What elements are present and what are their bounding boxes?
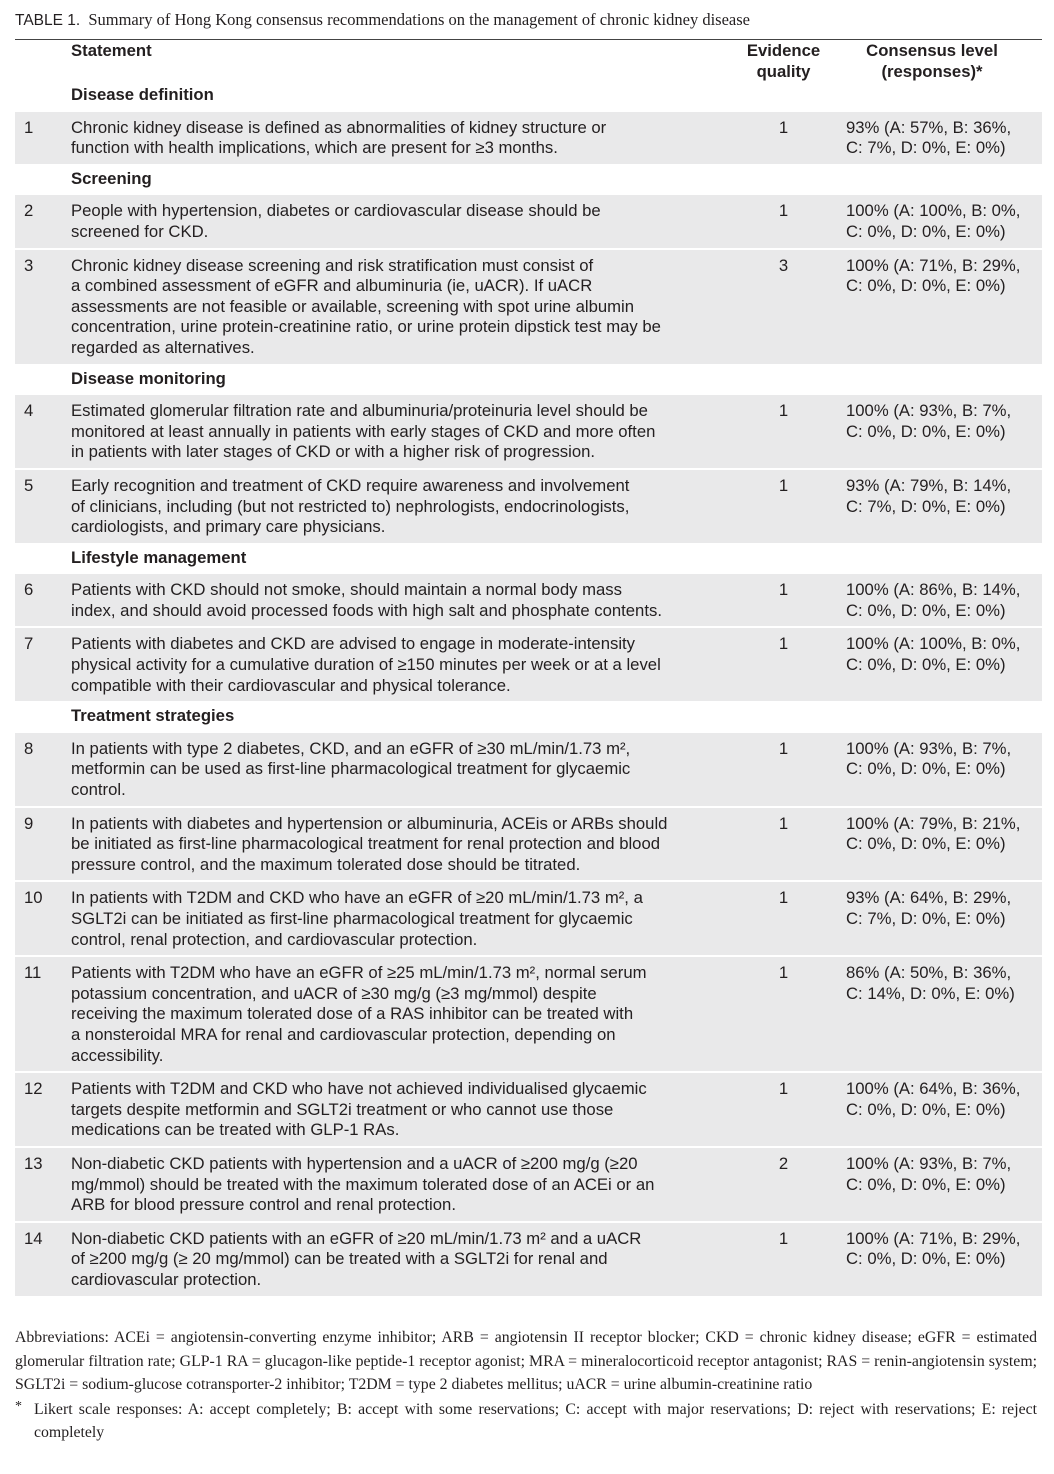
section-spacer-cell: [15, 365, 71, 396]
header-statement: Statement: [71, 41, 152, 60]
statement-line: accessibility.: [71, 1045, 164, 1065]
consensus-line: 93% (A: 79%, B: 14%,: [846, 475, 1012, 495]
evidence-quality: 3: [745, 249, 822, 365]
consensus-line: 93% (A: 57%, B: 36%,: [846, 117, 1012, 137]
statement-line: Early recognition and treatment of CKD require awareness and involvement: [71, 475, 630, 495]
statement-text: [71, 395, 745, 469]
section-row: [15, 365, 1042, 396]
statement-text: [71, 469, 745, 544]
consensus-line: 100% (A: 100%, B: 0%,: [846, 201, 1021, 221]
statement-line: SGLT2i can be initiated as first-line pharmacological treatment for glycaemic: [71, 909, 633, 928]
consensus-line: C: 0%, D: 0%, E: 0%): [846, 759, 1006, 779]
section-row: [15, 82, 1042, 112]
header-evidence-quality: [745, 40, 822, 83]
table-footnotes: [15, 1326, 1037, 1445]
table-row: [15, 112, 1042, 165]
consensus-line: C: 0%, D: 0%, E: 0%): [846, 1249, 1006, 1269]
statement-number: 9: [15, 807, 71, 882]
consensus-level: [822, 195, 1042, 248]
section-row: [15, 544, 1042, 575]
statement-line: monitored at least annually in patients with early stages of CKD and more often: [71, 421, 656, 441]
statement-line: Estimated glomerular filtration rate and albuminuria/proteinuria level should be: [71, 401, 648, 421]
evidence-quality: 1: [745, 1072, 822, 1147]
statement-text: [71, 807, 745, 882]
statement-line: potassium concentration, and uACR of ≥30 mg/g (≥3 mg/mmol) despite: [71, 983, 597, 1003]
statement-text: [71, 881, 745, 956]
asterisk-mark: *: [15, 1398, 22, 1414]
statement-line: Patients with diabetes and CKD are advised to engage in moderate-intensity: [71, 634, 636, 654]
table-row: [15, 195, 1042, 248]
section-title: Treatment strategies: [71, 702, 1042, 733]
section-title: Lifestyle management: [71, 544, 1042, 575]
statement-line: index, and should avoid processed foods with high salt and phosphate contents.: [71, 600, 662, 620]
consensus-line: 100% (A: 93%, B: 7%,: [846, 401, 1012, 421]
consensus-line: C: 0%, D: 0%, E: 0%): [846, 1099, 1006, 1119]
section-row: [15, 165, 1042, 196]
consensus-line: C: 0%, D: 0%, E: 0%): [846, 600, 1006, 620]
table-row: [15, 1147, 1042, 1222]
evidence-quality: 1: [745, 956, 822, 1072]
consensus-line: C: 0%, D: 0%, E: 0%): [846, 276, 1006, 296]
abbreviations-note: Abbreviations: ACEi = angiotensin-converting enzyme inhibitor; ARB = angiotensin II receptor blocker; CKD = chronic kidney disease; eGFR = estimated glomerular filtration rate; GLP-1 RA = glucagon-like peptide-1 receptor agonist; MRA = mineralocorticoid receptor antagonist; RAS = renin-angiotensin system; SGLT2i = sodium-glucose cotransporter-2 inhibitor; T2DM = type 2 diabetes mellitus; uACR = urine albumin-creatinine ratio: [15, 1329, 1037, 1394]
consensus-line: C: 0%, D: 0%, E: 0%): [846, 1174, 1006, 1194]
statement-line: People with hypertension, diabetes or cardiovascular disease should be: [71, 201, 601, 221]
likert-text: Likert scale responses: A: accept completely; B: accept with some reservations; C: accept with major reservations; D: reject with reservations; E: reject completely: [34, 1400, 1037, 1442]
statement-line: receiving the maximum tolerated dose of a RAS inhibitor can be treated with: [71, 1004, 634, 1024]
table-row: [15, 807, 1042, 882]
evidence-quality: 1: [745, 733, 822, 807]
consensus-line: C: 0%, D: 0%, E: 0%): [846, 834, 1006, 854]
statement-number: 2: [15, 195, 71, 248]
header-number: [15, 40, 71, 83]
statement-line: Patients with CKD should not smoke, should maintain a normal body mass: [71, 580, 622, 600]
statement-text: [71, 1072, 745, 1147]
table-body: [15, 82, 1042, 1297]
header-consensus-level: [822, 40, 1042, 83]
likert-note: [15, 1398, 1037, 1445]
statement-text: [71, 195, 745, 248]
statement-line: ARB for blood pressure control and renal protection.: [71, 1195, 456, 1215]
evidence-quality: 1: [745, 112, 822, 165]
consensus-level: [822, 881, 1042, 956]
statement-number: 7: [15, 627, 71, 702]
table-row: [15, 627, 1042, 702]
consensus-line: 100% (A: 100%, B: 0%,: [846, 634, 1021, 654]
statement-line: compatible with their cardiovascular and physical tolerance.: [71, 675, 511, 695]
consensus-line: 93% (A: 64%, B: 29%,: [846, 888, 1012, 908]
table-header: [15, 40, 1042, 83]
statement-line: assessments are not feasible or available, screening with spot urine albumin: [71, 296, 635, 316]
statement-line: metformin can be used as first-line pharmacological treatment for glycaemic: [71, 759, 631, 779]
statement-line: Non-diabetic CKD patients with hypertension and a uACR of ≥200 mg/g (≥20: [71, 1153, 638, 1173]
consensus-line: 100% (A: 71%, B: 29%,: [846, 255, 1021, 275]
recommendations-table: [15, 39, 1042, 1298]
statement-line: in patients with later stages of CKD or with a higher risk of progression.: [71, 442, 596, 462]
statement-number: 5: [15, 469, 71, 544]
statement-line: pressure control, and the maximum tolerated dose should be titrated.: [71, 854, 581, 874]
statement-number: 4: [15, 395, 71, 469]
table-row: [15, 1222, 1042, 1297]
consensus-level: [822, 1072, 1042, 1147]
statement-line: Chronic kidney disease screening and risk stratification must consist of: [71, 255, 594, 275]
statement-line: regarded as alternatives.: [71, 337, 255, 357]
table-row: [15, 395, 1042, 469]
table-row: [15, 469, 1042, 544]
evidence-quality: 1: [745, 395, 822, 469]
statement-text: [71, 1147, 745, 1222]
statement-line: control, renal protection, and cardiovascular protection.: [71, 929, 478, 949]
table-row: [15, 574, 1042, 627]
consensus-level: [822, 956, 1042, 1072]
consensus-line: 100% (A: 64%, B: 36%,: [846, 1079, 1021, 1099]
statement-line: Chronic kidney disease is defined as abnormalities of kidney structure or: [71, 117, 607, 137]
consensus-line: C: 7%, D: 0%, E: 0%): [846, 138, 1006, 158]
statement-line: medications can be treated with GLP-1 RAs.: [71, 1120, 400, 1140]
consensus-line: 100% (A: 79%, B: 21%,: [846, 813, 1021, 833]
statement-text: [71, 1222, 745, 1297]
consensus-line: C: 0%, D: 0%, E: 0%): [846, 655, 1006, 675]
evidence-quality: 1: [745, 195, 822, 248]
consensus-line: 100% (A: 86%, B: 14%,: [846, 580, 1021, 600]
statement-text: [71, 574, 745, 627]
statement-line: In patients with type 2 diabetes, CKD, and an eGFR of ≥30 mL/min/1.73 m²,: [71, 738, 631, 758]
statement-text: [71, 249, 745, 365]
statement-line: concentration, urine protein-creatinine ratio, or urine protein dipstick test may be: [71, 317, 661, 337]
section-row: [15, 702, 1042, 733]
consensus-level: [822, 1222, 1042, 1297]
evidence-quality: 1: [745, 807, 822, 882]
consensus-level: [822, 574, 1042, 627]
statement-line: physical activity for a cumulative duration of ≥150 minutes per week or at a level: [71, 655, 661, 675]
consensus-line: C: 7%, D: 0%, E: 0%): [846, 909, 1006, 928]
section-spacer-cell: [15, 544, 71, 575]
statement-text: [71, 627, 745, 702]
statement-number: 8: [15, 733, 71, 807]
statement-line: a nonsteroidal MRA for renal and cardiovascular protection, depending on: [71, 1024, 616, 1044]
statement-text: [71, 733, 745, 807]
consensus-level: [822, 1147, 1042, 1222]
table-label: TABLE 1.: [15, 12, 81, 29]
statement-line: cardiovascular protection.: [71, 1269, 262, 1289]
statement-line: Non-diabetic CKD patients with an eGFR of ≥20 mL/min/1.73 m² and a uACR: [71, 1228, 642, 1248]
evidence-quality: 1: [745, 627, 822, 702]
statement-number: 1: [15, 112, 71, 165]
consensus-line: 100% (A: 71%, B: 29%,: [846, 1228, 1021, 1248]
statement-number: 13: [15, 1147, 71, 1222]
statement-line: control.: [71, 780, 126, 800]
consensus-level: [822, 395, 1042, 469]
statement-line: cardiologists, and primary care physicians.: [71, 517, 386, 537]
statement-line: of clinicians, including (but not restricted to) nephrologists, endocrinologists,: [71, 496, 630, 516]
consensus-line: 100% (A: 93%, B: 7%,: [846, 1153, 1012, 1173]
consensus-line: C: 0%, D: 0%, E: 0%): [846, 221, 1006, 241]
statement-number: 14: [15, 1222, 71, 1297]
section-spacer-cell: [15, 702, 71, 733]
section-title: Disease monitoring: [71, 365, 1042, 396]
statement-number: 10: [15, 881, 71, 956]
statement-line: In patients with T2DM and CKD who have an eGFR of ≥20 mL/min/1.73 m², a: [71, 888, 643, 908]
header-consensus-line2: (responses)*: [881, 62, 983, 81]
statement-text: [71, 956, 745, 1072]
table-caption: [15, 9, 1045, 32]
table-row: [15, 881, 1042, 956]
evidence-quality: 1: [745, 881, 822, 956]
statement-line: mg/mmol) should be treated with the maximum tolerated dose of an ACEi or an: [71, 1174, 655, 1194]
consensus-level: [822, 733, 1042, 807]
section-spacer-cell: [15, 165, 71, 196]
statement-line: of ≥200 mg/g (≥ 20 mg/mmol) can be treated with a SGLT2i for renal and: [71, 1249, 608, 1269]
table-row: [15, 733, 1042, 807]
consensus-line: C: 0%, D: 0%, E: 0%): [846, 421, 1006, 441]
consensus-level: [822, 112, 1042, 165]
statement-text: [71, 112, 745, 165]
statement-number: 12: [15, 1072, 71, 1147]
consensus-level: [822, 249, 1042, 365]
table-row: [15, 1072, 1042, 1147]
consensus-level: [822, 807, 1042, 882]
statement-line: targets despite metformin and SGLT2i treatment or who cannot use those: [71, 1099, 614, 1119]
statement-line: In patients with diabetes and hypertension or albuminuria, ACEis or ARBs should: [71, 813, 668, 833]
statement-number: 11: [15, 956, 71, 1072]
statement-line: Patients with T2DM and CKD who have not achieved individualised glycaemic: [71, 1079, 647, 1099]
consensus-line: C: 7%, D: 0%, E: 0%): [846, 496, 1006, 516]
statement-line: function with health implications, which are present for ≥3 months.: [71, 138, 558, 158]
consensus-line: 100% (A: 93%, B: 7%,: [846, 738, 1012, 758]
section-spacer-cell: [15, 82, 71, 112]
statement-line: Patients with T2DM who have an eGFR of ≥25 mL/min/1.73 m², normal serum: [71, 963, 647, 983]
header-evidence-line1: Evidence: [746, 41, 821, 60]
evidence-quality: 1: [745, 1222, 822, 1297]
table-title: Summary of Hong Kong consensus recommendations on the management of chronic kidney disease: [88, 10, 750, 29]
consensus-line: 86% (A: 50%, B: 36%,: [846, 963, 1012, 983]
evidence-quality: 2: [745, 1147, 822, 1222]
statement-line: a combined assessment of eGFR and albuminuria (ie, uACR). If uACR: [71, 276, 593, 296]
section-title: Disease definition: [71, 82, 1042, 112]
evidence-quality: 1: [745, 469, 822, 544]
consensus-line: C: 14%, D: 0%, E: 0%): [846, 983, 1015, 1003]
consensus-level: [822, 469, 1042, 544]
table-row: [15, 956, 1042, 1072]
consensus-level: [822, 627, 1042, 702]
section-title: Screening: [71, 165, 1042, 196]
statement-number: 6: [15, 574, 71, 627]
evidence-quality: 1: [745, 574, 822, 627]
statement-line: be initiated as first-line pharmacological treatment for renal protection and blood: [71, 834, 661, 854]
table-row: [15, 249, 1042, 365]
header-evidence-line2: quality: [756, 62, 811, 81]
header-consensus-line1: Consensus level: [866, 41, 998, 60]
statement-line: screened for CKD.: [71, 221, 209, 241]
statement-number: 3: [15, 249, 71, 365]
